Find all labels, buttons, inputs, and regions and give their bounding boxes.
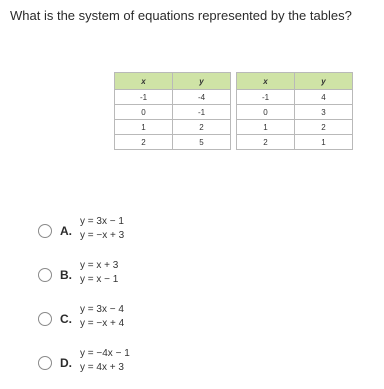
- cell-y: 3: [295, 105, 353, 120]
- table-row: [115, 105, 231, 120]
- column-header-x: x: [237, 73, 295, 90]
- cell-x: 1: [237, 120, 295, 135]
- choice-letter: D.: [60, 356, 72, 370]
- cell-x: 2: [115, 135, 173, 150]
- choice-equation-2: y = x − 1: [80, 274, 119, 285]
- table-row: [237, 135, 353, 150]
- choice-equation-2: y = −x + 4: [80, 318, 125, 329]
- choice-equation-1: y = x + 3: [80, 260, 119, 271]
- cell-x: -1: [237, 90, 295, 105]
- answer-choice-d[interactable]: [38, 348, 238, 382]
- table-row: [115, 135, 231, 150]
- choice-letter: C.: [60, 312, 72, 326]
- cell-y: 4: [295, 90, 353, 105]
- cell-y: 5: [173, 135, 231, 150]
- column-header-x: x: [115, 73, 173, 90]
- answer-choice-a[interactable]: [38, 216, 238, 250]
- question-text: What is the system of equations represented by the tables?: [10, 8, 352, 23]
- radio-button-c[interactable]: [38, 312, 52, 326]
- choice-equation-2: y = 4x + 3: [80, 362, 124, 373]
- cell-y: -1: [173, 105, 231, 120]
- answer-choice-b[interactable]: [38, 260, 238, 294]
- cell-x: 0: [237, 105, 295, 120]
- cell-y: 2: [173, 120, 231, 135]
- table-row: [237, 90, 353, 105]
- table-row: [237, 105, 353, 120]
- radio-button-b[interactable]: [38, 268, 52, 282]
- table-header-row: [237, 73, 353, 90]
- table-row: [115, 90, 231, 105]
- cell-x: 2: [237, 135, 295, 150]
- choice-equation-1: y = −4x − 1: [80, 348, 130, 359]
- radio-button-d[interactable]: [38, 356, 52, 370]
- cell-x: 0: [115, 105, 173, 120]
- choice-equation-2: y = −x + 3: [80, 230, 125, 241]
- table-row: [237, 120, 353, 135]
- cell-y: 1: [295, 135, 353, 150]
- column-header-y: y: [295, 73, 353, 90]
- table-header-row: [115, 73, 231, 90]
- cell-x: 1: [115, 120, 173, 135]
- cell-y: 2: [295, 120, 353, 135]
- cell-y: -4: [173, 90, 231, 105]
- values-table-2: [236, 72, 353, 150]
- choice-letter: A.: [60, 224, 72, 238]
- choice-equation-1: y = 3x − 4: [80, 304, 124, 315]
- answer-choice-c[interactable]: [38, 304, 238, 338]
- choice-equation-1: y = 3x − 1: [80, 216, 124, 227]
- table-row: [115, 120, 231, 135]
- values-table-1: [114, 72, 231, 150]
- radio-button-a[interactable]: [38, 224, 52, 238]
- column-header-y: y: [173, 73, 231, 90]
- choice-letter: B.: [60, 268, 72, 282]
- cell-x: -1: [115, 90, 173, 105]
